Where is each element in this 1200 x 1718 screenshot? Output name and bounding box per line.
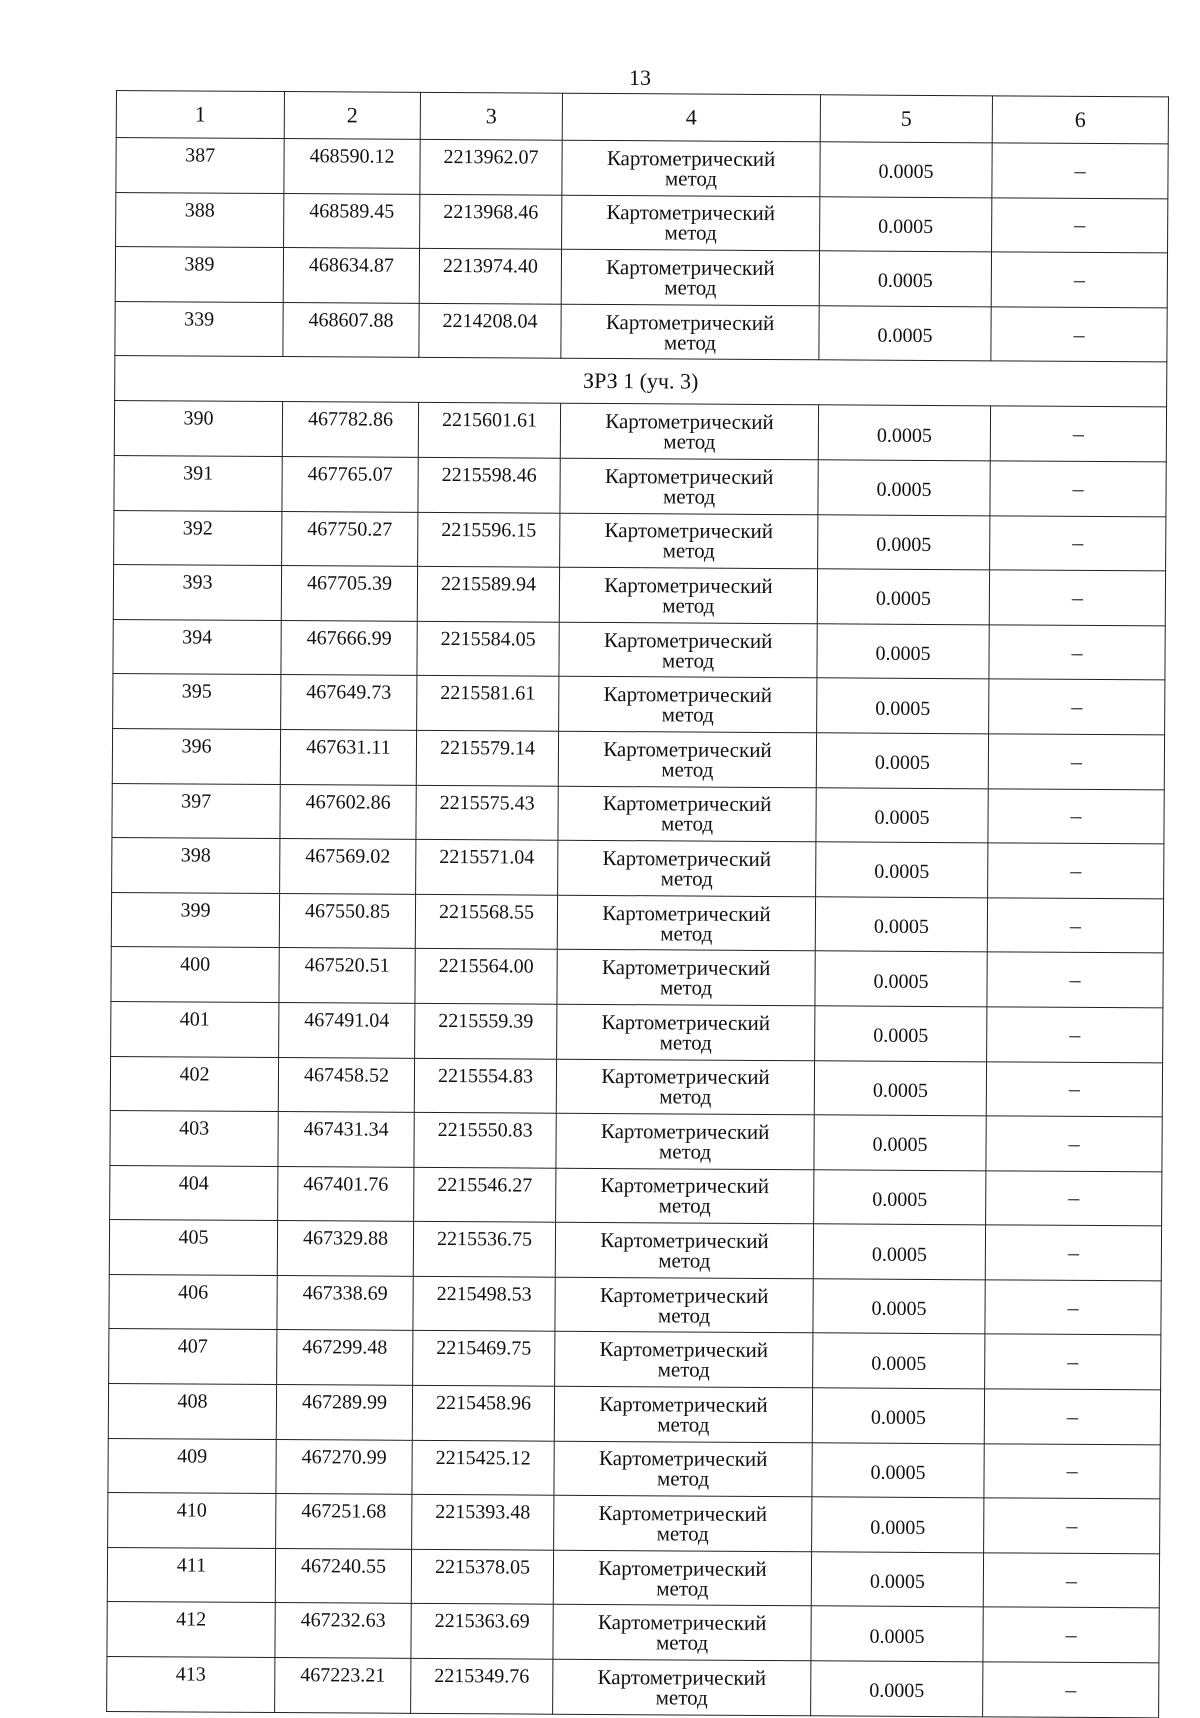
method-cell xyxy=(557,1004,815,1060)
x-coordinate-cell: 467782.86 xyxy=(282,402,418,457)
accuracy-cell: 0.0005 xyxy=(818,460,990,516)
method-line-1: Картометрический xyxy=(599,1282,769,1308)
x-coordinate-cell: 468634.87 xyxy=(283,248,419,303)
section-row xyxy=(115,356,1167,407)
note-cell: – xyxy=(984,1389,1160,1445)
method-line-2: метод xyxy=(659,1084,712,1109)
method-line-1: Картометрический xyxy=(602,845,772,871)
accuracy-cell: 0.0005 xyxy=(816,787,988,843)
y-coordinate-cell: 2215598.46 xyxy=(418,457,560,512)
x-coordinate-cell: 467750.27 xyxy=(282,511,418,566)
method-line-2: метод xyxy=(664,220,717,246)
method-line-1: Картометрический xyxy=(602,791,772,817)
y-coordinate-cell: 2213974.40 xyxy=(419,249,561,304)
method-line-2: метод xyxy=(664,275,717,300)
table-row xyxy=(111,947,1163,1008)
point-number-cell: 409 xyxy=(108,1438,276,1494)
method-line-1: Картометрический xyxy=(604,463,774,489)
coordinates-table xyxy=(106,90,1169,1718)
y-coordinate-cell: 2215559.39 xyxy=(415,1003,557,1058)
note-cell: – xyxy=(987,1007,1163,1063)
method-line-1: Картометрический xyxy=(601,1009,771,1035)
accuracy-cell: 0.0005 xyxy=(813,1224,985,1280)
point-number-cell: 403 xyxy=(110,1111,278,1167)
method-line-2: метод xyxy=(660,920,713,946)
accuracy-cell: 0.0005 xyxy=(815,897,987,953)
y-coordinate-cell: 2215393.48 xyxy=(412,1495,554,1550)
table-body xyxy=(107,91,1169,1718)
method-cell xyxy=(556,1113,814,1169)
accuracy-cell: 0.0005 xyxy=(811,1661,983,1717)
method-line-1: Картометрический xyxy=(602,900,771,926)
method-line-2: метод xyxy=(663,329,717,355)
method-line-2: метод xyxy=(656,1521,709,1546)
point-number-cell: 407 xyxy=(109,1329,277,1385)
table-row xyxy=(116,138,1168,199)
method-line-1: Картометрический xyxy=(605,409,774,435)
note-cell: – xyxy=(983,1607,1159,1663)
y-coordinate-cell: 2214208.04 xyxy=(419,303,561,358)
note-cell: – xyxy=(990,515,1166,571)
y-coordinate-cell: 2215575.43 xyxy=(416,785,558,840)
point-number-cell: 405 xyxy=(109,1220,277,1276)
table-row xyxy=(115,247,1167,308)
method-line-2: метод xyxy=(661,647,715,673)
x-coordinate-cell: 467401.76 xyxy=(278,1166,414,1221)
method-line-1: Картометрический xyxy=(603,627,773,653)
point-number-cell: 395 xyxy=(113,674,281,730)
table-row xyxy=(109,1274,1161,1335)
x-coordinate-cell: 467289.99 xyxy=(276,1385,412,1440)
y-coordinate-cell: 2215589.94 xyxy=(417,567,559,622)
accuracy-cell: 0.0005 xyxy=(819,251,991,307)
method-line-1: Картометрический xyxy=(604,518,774,544)
method-line-1: Картометрический xyxy=(597,1610,767,1636)
method-line-1: Картометрический xyxy=(599,1337,769,1363)
note-cell: – xyxy=(985,1225,1161,1281)
accuracy-cell: 0.0005 xyxy=(812,1442,984,1498)
method-line-2: метод xyxy=(662,593,715,618)
table-row xyxy=(115,301,1167,362)
method-cell xyxy=(556,1168,814,1224)
accuracy-cell: 0.0005 xyxy=(814,1060,986,1116)
point-number-cell: 412 xyxy=(107,1602,275,1658)
table-row xyxy=(111,1001,1163,1062)
method-line-1: Картометрический xyxy=(598,1555,767,1581)
method-cell xyxy=(554,1495,812,1551)
method-line-1: Картометрический xyxy=(601,1064,770,1090)
y-coordinate-cell: 2215571.04 xyxy=(416,839,558,894)
method-cell xyxy=(562,140,820,196)
note-cell: – xyxy=(988,734,1164,790)
point-number-cell: 392 xyxy=(114,510,282,566)
x-coordinate-cell: 467631.11 xyxy=(280,729,416,784)
table-row xyxy=(113,674,1165,735)
method-line-1: Картометрический xyxy=(597,1664,767,1690)
method-line-2: метод xyxy=(659,1030,712,1055)
method-line-2: метод xyxy=(655,1630,709,1655)
method-cell xyxy=(560,404,818,460)
y-coordinate-cell: 2213968.46 xyxy=(420,194,562,249)
point-number-cell: 339 xyxy=(115,301,283,357)
accuracy-cell: 0.0005 xyxy=(814,1169,986,1225)
table-row xyxy=(112,783,1164,844)
note-cell: – xyxy=(988,788,1164,844)
accuracy-cell: 0.0005 xyxy=(813,1333,985,1389)
method-line-1: Картометрический xyxy=(605,309,775,335)
note-cell: – xyxy=(987,952,1163,1008)
table-row xyxy=(114,401,1166,462)
table-row xyxy=(107,1602,1159,1663)
method-line-1: Картометрический xyxy=(600,1173,770,1199)
point-number-cell: 408 xyxy=(108,1384,276,1440)
x-coordinate-cell: 467223.21 xyxy=(275,1658,411,1713)
note-cell: – xyxy=(986,1116,1162,1172)
note-cell: – xyxy=(989,625,1165,681)
table-row xyxy=(108,1438,1160,1499)
x-coordinate-cell: 467232.63 xyxy=(275,1603,411,1658)
accuracy-cell: 0.0005 xyxy=(817,678,989,734)
note-cell: – xyxy=(984,1443,1160,1499)
x-coordinate-cell: 467520.51 xyxy=(279,948,415,1003)
x-coordinate-cell: 467329.88 xyxy=(277,1221,413,1276)
point-number-cell: 398 xyxy=(112,838,280,894)
method-line-2: метод xyxy=(661,757,714,782)
point-number-cell: 388 xyxy=(116,192,284,248)
table-row xyxy=(112,838,1164,899)
table-row xyxy=(107,1657,1159,1718)
method-cell xyxy=(559,567,817,623)
method-cell xyxy=(559,622,817,678)
x-coordinate-cell: 467569.02 xyxy=(280,839,416,894)
accuracy-cell: 0.0005 xyxy=(817,569,989,625)
point-number-cell: 400 xyxy=(111,947,279,1003)
note-cell: – xyxy=(989,570,1165,626)
y-coordinate-cell: 2215584.05 xyxy=(417,621,559,676)
method-line-1: Картометрический xyxy=(603,736,772,762)
method-line-1: Картометрический xyxy=(606,200,776,226)
header-cell: 6 xyxy=(992,96,1168,144)
point-number-cell: 390 xyxy=(114,401,282,457)
header-cell: 5 xyxy=(820,95,992,143)
method-line-2: метод xyxy=(658,1139,712,1164)
method-line-1: Картометрический xyxy=(600,1118,770,1144)
point-number-cell: 413 xyxy=(107,1657,275,1713)
method-cell xyxy=(558,840,816,896)
method-cell xyxy=(559,677,817,733)
table-row xyxy=(114,455,1166,516)
method-line-1: Картометрический xyxy=(598,1501,768,1527)
method-cell xyxy=(562,195,820,251)
accuracy-cell: 0.0005 xyxy=(818,514,990,570)
accuracy-cell: 0.0005 xyxy=(820,196,992,252)
method-line-1: Картометрический xyxy=(598,1446,768,1472)
method-line-2: метод xyxy=(657,1412,710,1437)
method-cell xyxy=(557,895,815,951)
method-line-2: метод xyxy=(656,1575,709,1601)
note-cell: – xyxy=(992,143,1168,199)
method-line-2: метод xyxy=(659,975,713,1000)
x-coordinate-cell: 467251.68 xyxy=(276,1494,412,1549)
accuracy-cell: 0.0005 xyxy=(816,842,988,898)
x-coordinate-cell: 467765.07 xyxy=(282,456,418,511)
note-cell: – xyxy=(985,1280,1161,1336)
method-cell xyxy=(558,731,816,787)
method-line-2: метод xyxy=(658,1248,711,1273)
y-coordinate-cell: 2215564.00 xyxy=(415,949,557,1004)
x-coordinate-cell: 467431.34 xyxy=(278,1112,414,1167)
accuracy-cell: 0.0005 xyxy=(811,1552,983,1608)
accuracy-cell: 0.0005 xyxy=(813,1279,985,1335)
y-coordinate-cell: 2215363.69 xyxy=(411,1604,553,1659)
method-line-2: метод xyxy=(663,429,716,454)
section-title: ЗРЗ 1 (уч. 3) xyxy=(115,356,1167,407)
x-coordinate-cell: 467649.73 xyxy=(281,675,417,730)
note-cell: – xyxy=(985,1334,1161,1390)
header-cell: 2 xyxy=(284,92,420,140)
method-cell xyxy=(553,1550,811,1606)
y-coordinate-cell: 2215469.75 xyxy=(413,1331,555,1386)
y-coordinate-cell: 2215536.75 xyxy=(413,1222,555,1277)
method-cell xyxy=(561,304,819,360)
method-line-2: метод xyxy=(655,1685,708,1710)
header-cell: 1 xyxy=(116,91,284,139)
note-cell: – xyxy=(989,679,1165,735)
y-coordinate-cell: 2215378.05 xyxy=(411,1549,553,1604)
accuracy-cell: 0.0005 xyxy=(815,951,987,1007)
note-cell: – xyxy=(990,461,1166,517)
method-cell xyxy=(554,1441,812,1497)
accuracy-cell: 0.0005 xyxy=(819,306,991,362)
table-row xyxy=(112,728,1164,789)
note-cell: – xyxy=(991,252,1167,308)
method-line-2: метод xyxy=(662,484,716,509)
method-cell xyxy=(553,1605,811,1661)
method-line-2: метод xyxy=(656,1466,710,1492)
table-row xyxy=(108,1384,1160,1445)
x-coordinate-cell: 467299.48 xyxy=(277,1330,413,1385)
y-coordinate-cell: 2215349.76 xyxy=(411,1658,553,1713)
page-number: 13 xyxy=(629,65,651,90)
header-row xyxy=(116,91,1168,144)
y-coordinate-cell: 2215546.27 xyxy=(414,1167,556,1222)
method-line-2: метод xyxy=(657,1357,710,1382)
table-row xyxy=(108,1493,1160,1554)
note-cell: – xyxy=(988,843,1164,899)
note-cell: – xyxy=(990,406,1166,462)
method-cell xyxy=(560,513,818,569)
x-coordinate-cell: 467602.86 xyxy=(280,784,416,839)
y-coordinate-cell: 2215568.55 xyxy=(415,894,557,949)
table-row xyxy=(114,510,1166,571)
method-cell xyxy=(558,786,816,842)
method-line-1: Картометрический xyxy=(600,1228,769,1254)
point-number-cell: 393 xyxy=(113,565,281,621)
method-line-2: метод xyxy=(661,702,714,727)
method-line-2: метод xyxy=(664,166,718,191)
y-coordinate-cell: 2215425.12 xyxy=(412,1440,554,1495)
point-number-cell: 396 xyxy=(112,728,280,784)
y-coordinate-cell: 2215550.83 xyxy=(414,1112,556,1167)
y-coordinate-cell: 2215458.96 xyxy=(412,1385,554,1440)
note-cell: – xyxy=(984,1498,1160,1554)
point-number-cell: 394 xyxy=(113,619,281,675)
note-cell: – xyxy=(986,1171,1162,1227)
method-line-2: метод xyxy=(662,538,715,564)
accuracy-cell: 0.0005 xyxy=(816,733,988,789)
point-number-cell: 411 xyxy=(107,1547,275,1603)
coordinates-table-container xyxy=(106,90,1168,1718)
note-cell: – xyxy=(983,1662,1159,1718)
x-coordinate-cell: 467705.39 xyxy=(281,566,417,621)
method-line-1: Картометрический xyxy=(606,145,776,171)
y-coordinate-cell: 2215601.61 xyxy=(418,403,560,458)
method-line-1: Картометрический xyxy=(604,572,773,598)
point-number-cell: 399 xyxy=(111,892,279,948)
method-line-2: метод xyxy=(660,811,714,836)
accuracy-cell: 0.0005 xyxy=(815,1006,987,1062)
method-cell xyxy=(556,1059,814,1115)
x-coordinate-cell: 467338.69 xyxy=(277,1275,413,1330)
method-line-2: метод xyxy=(657,1303,711,1328)
x-coordinate-cell: 467491.04 xyxy=(279,1002,415,1057)
table-row xyxy=(110,1111,1162,1172)
table-row xyxy=(110,1165,1162,1226)
point-number-cell: 391 xyxy=(114,455,282,511)
table-row xyxy=(109,1329,1161,1390)
x-coordinate-cell: 467458.52 xyxy=(278,1057,414,1112)
table-row xyxy=(107,1547,1159,1608)
table-row xyxy=(110,1056,1162,1117)
method-cell xyxy=(561,249,819,305)
method-line-1: Картометрический xyxy=(603,682,773,708)
method-cell xyxy=(557,950,815,1006)
note-cell: – xyxy=(983,1553,1159,1609)
method-line-1: Картометрический xyxy=(599,1391,768,1417)
point-number-cell: 397 xyxy=(112,783,280,839)
note-cell: – xyxy=(992,197,1168,253)
y-coordinate-cell: 2215554.83 xyxy=(414,1058,556,1113)
point-number-cell: 404 xyxy=(110,1165,278,1221)
accuracy-cell: 0.0005 xyxy=(818,405,990,461)
x-coordinate-cell: 468589.45 xyxy=(284,193,420,248)
table-row xyxy=(116,192,1168,253)
accuracy-cell: 0.0005 xyxy=(812,1497,984,1553)
x-coordinate-cell: 468590.12 xyxy=(284,139,420,194)
point-number-cell: 401 xyxy=(111,1001,279,1057)
method-cell xyxy=(555,1222,813,1278)
point-number-cell: 406 xyxy=(109,1274,277,1330)
accuracy-cell: 0.0005 xyxy=(820,142,992,198)
method-cell xyxy=(553,1659,811,1715)
note-cell: – xyxy=(991,307,1167,363)
method-cell xyxy=(560,458,818,514)
accuracy-cell: 0.0005 xyxy=(812,1388,984,1444)
y-coordinate-cell: 2215581.61 xyxy=(417,676,559,731)
accuracy-cell: 0.0005 xyxy=(817,624,989,680)
point-number-cell: 402 xyxy=(110,1056,278,1112)
x-coordinate-cell: 467240.55 xyxy=(275,1548,411,1603)
header-cell: 4 xyxy=(562,93,820,142)
table-row xyxy=(113,619,1165,680)
y-coordinate-cell: 2215579.14 xyxy=(416,730,558,785)
y-coordinate-cell: 2215596.15 xyxy=(418,512,560,567)
x-coordinate-cell: 467270.99 xyxy=(276,1439,412,1494)
header-cell: 3 xyxy=(420,92,562,140)
point-number-cell: 387 xyxy=(116,138,284,194)
method-line-1: Картометрический xyxy=(601,955,771,981)
point-number-cell: 389 xyxy=(115,247,283,303)
y-coordinate-cell: 2213962.07 xyxy=(420,139,562,194)
x-coordinate-cell: 468607.88 xyxy=(283,302,419,357)
method-cell xyxy=(555,1332,813,1388)
accuracy-cell: 0.0005 xyxy=(811,1606,983,1662)
method-line-1: Картометрический xyxy=(606,254,775,281)
accuracy-cell: 0.0005 xyxy=(814,1115,986,1171)
point-number-cell: 410 xyxy=(108,1493,276,1549)
method-line-2: метод xyxy=(660,866,713,891)
method-cell xyxy=(554,1386,812,1442)
method-line-2: метод xyxy=(658,1193,711,1219)
x-coordinate-cell: 467550.85 xyxy=(279,893,415,948)
note-cell: – xyxy=(987,898,1163,954)
table-row xyxy=(111,892,1163,953)
note-cell: – xyxy=(986,1061,1162,1117)
x-coordinate-cell: 467666.99 xyxy=(281,620,417,675)
table-row xyxy=(113,565,1165,626)
y-coordinate-cell: 2215498.53 xyxy=(413,1276,555,1331)
method-cell xyxy=(555,1277,813,1333)
table-row xyxy=(109,1220,1161,1281)
